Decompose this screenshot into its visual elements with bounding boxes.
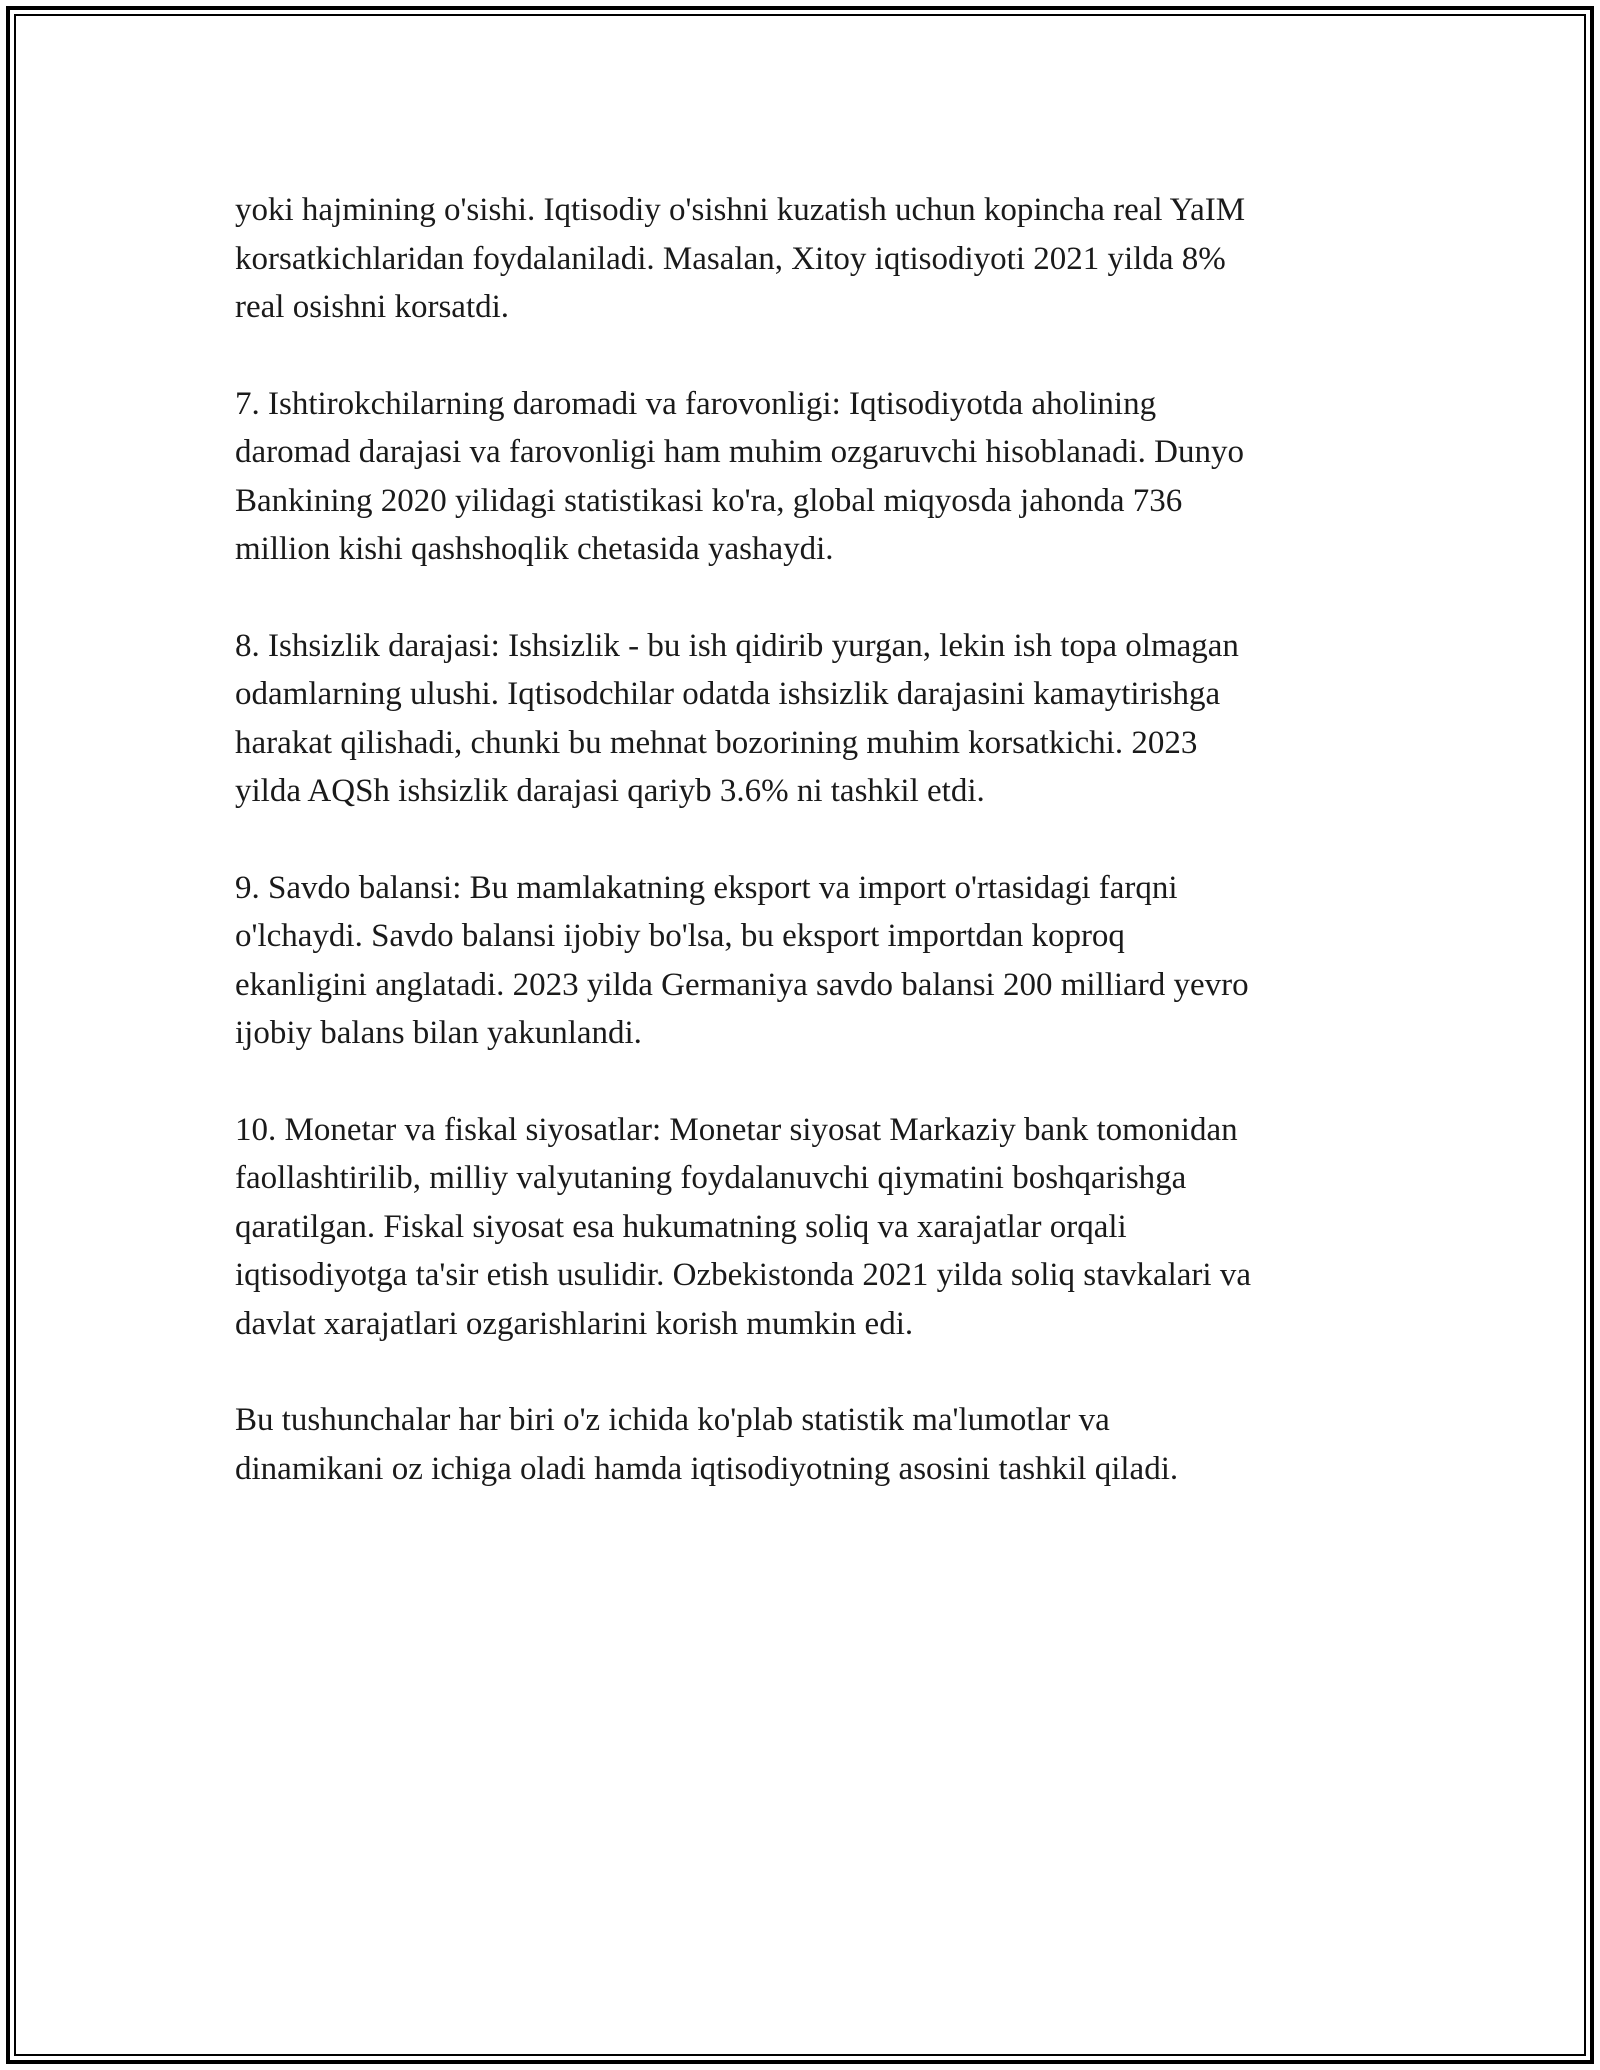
paragraph-unemployment: 8. Ishsizlik darajasi: Ishsizlik - bu ish qidirib yurgan, lekin ish topa olmagan odamlarning ulushi. Iqtisodchilar odatda ishsizlik darajasini kamaytirishga harakat qilishadi, chunki bu mehnat bozorining muhim korsatkichi. 2023 yilda AQSh ishsizlik darajasi qariyb 3.6% ni tashkil etdi.	[235, 627, 1239, 809]
paragraph-trade-balance: 9. Savdo balansi: Bu mamlakatning eksport va import o'rtasidagi farqni o'lchaydi. Savdo balansi ijobiy bo'lsa, bu eksport importdan koproq ekanligini anglatadi. 2023 yilda Germaniya savdo balansi 200 milliard yevro ijobiy balans bilan yakunlandi.	[235, 869, 1249, 1051]
paragraph-economic-growth: yoki hajmining o'sishi. Iqtisodiy o'sishni kuzatish uchun kopincha real YaIM korsatkichlaridan foydalaniladi. Masalan, Xitoy iqtisodiyoti 2021 yilda 8% real osishni korsatdi.	[235, 192, 1246, 325]
paragraph-income-welfare: 7. Ishtirokchilarning daromadi va farovonligi: Iqtisodiyotda aholining daromad darajasi va farovonligi ham muhim ozgaruvchi hisoblanadi. Dunyo Bankining 2020 yilidagi statistikasi ko'ra, global miqyosda jahonda 736 million kishi qashshoqlik chetasida yashaydi.	[235, 385, 1244, 567]
paragraph-conclusion: Bu tushunchalar har biri o'z ichida ko'plab statistik ma'lumotlar va dinamikani oz ichiga oladi hamda iqtisodiyotning asosini tashkil qiladi.	[235, 1402, 1179, 1487]
paragraph-monetary-fiscal: 10. Monetar va fiskal siyosatlar: Monetar siyosat Markaziy bank tomonidan faollashtirilib, milliy valyutaning foydalanuvchi qiymatini boshqarishga qaratilgan. Fiskal siyosat esa hukumatning soliq va xarajatlar orqali iqtisodiyotga ta'sir etish usulidir. Ozbekistonda 2021 yilda soliq stavkalari va davlat xarajatlari ozgarishlarini korish mumkin edi.	[235, 1111, 1251, 1342]
document-body	[235, 186, 1375, 1493]
